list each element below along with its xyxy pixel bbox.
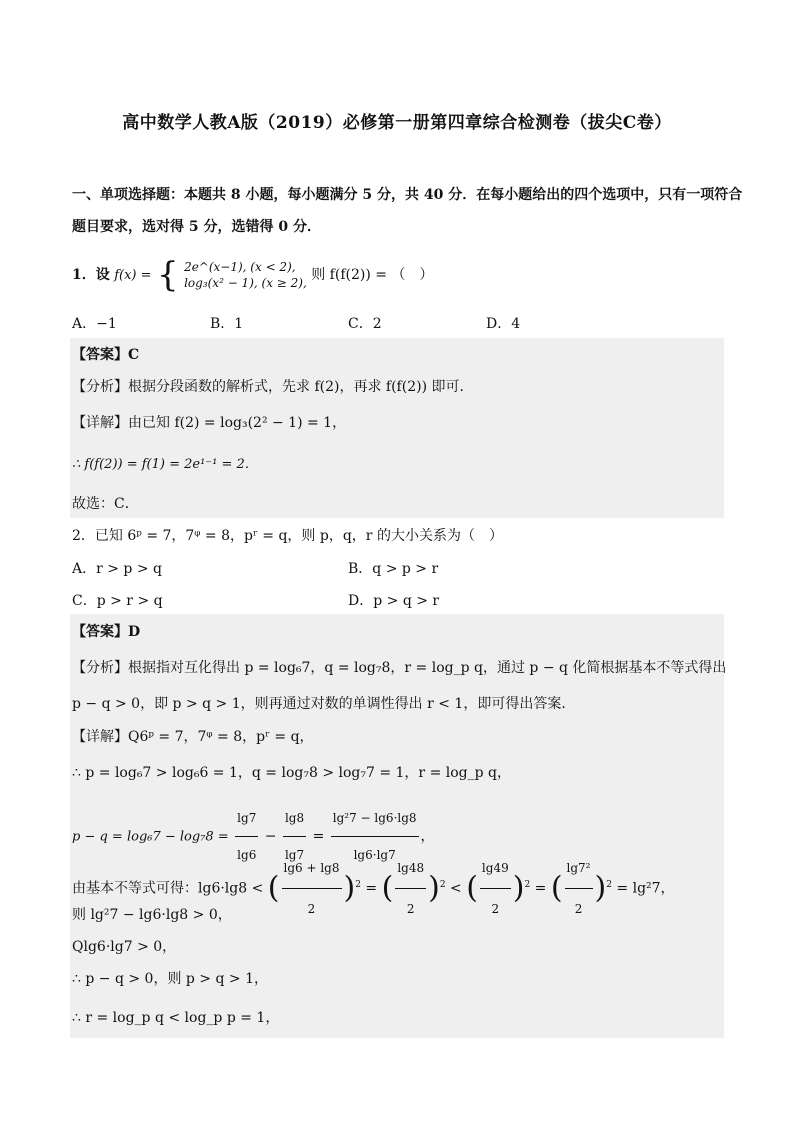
q2-frac6: $\frac{\lg 49}{2}$ bbox=[480, 848, 511, 929]
q1-brace: { bbox=[156, 255, 179, 295]
q1-func: f(x) = bbox=[114, 268, 152, 283]
q1-case1: 2e^(x−1), (x < 2), bbox=[184, 260, 296, 274]
q2-option-c: C．p > r > q bbox=[72, 593, 163, 609]
q2-detail3-lhs: p − q = log₆7 − log₇8 = bbox=[72, 829, 229, 845]
page-title: 高中数学人教A版（2019）必修第一册第四章综合检测卷（拔尖C卷） bbox=[122, 113, 672, 133]
q2-frac5: $\frac{\lg 48}{2}$ bbox=[395, 848, 426, 929]
section-header-line2: 题目要求，选对得 5 分，选错得 0 分． bbox=[72, 219, 321, 235]
q1-step2: ∴ f(f(2)) = f(1) = 2e¹⁻¹ = 2． bbox=[72, 457, 258, 472]
q2-option-a: A．r > p > q bbox=[72, 561, 162, 577]
q2-detail7: ∴ p − q > 0，则 p > q > 1， bbox=[72, 971, 268, 987]
q1-option-c: C．2 bbox=[348, 316, 382, 332]
q2-answer: 【答案】D bbox=[72, 624, 141, 640]
q2-detail1: 【详解】Q6ᵖ = 7，7ᵠ = 8，pʳ = q， bbox=[72, 729, 314, 745]
q1-option-d: D．4 bbox=[486, 316, 521, 332]
q2-detail8: ∴ r = log_p q < log_p p = 1， bbox=[72, 1010, 280, 1026]
q2-detail3: p − q = log₆7 − log₇8 = $\frac{\lg 7}{\lg 6}$ − $\frac{\lg 8}{\lg 7}$ = $\frac{\text{lg²7 − lg6·lg8}}{\lg 6\cdot\lg 7}$ ， bbox=[72, 800, 435, 873]
q2-detail4-end: = lg²7， bbox=[616, 880, 675, 897]
q1-number: 1．设 bbox=[72, 267, 110, 283]
q2-detail2: ∴ p = log₆7 > log₆6 = 1，q = log₇8 > log₇7 = 1，r = log_p q， bbox=[72, 765, 511, 781]
q2-frac3: $\frac{\text{lg²7 − lg6·lg8}}{\lg 6\cdot\lg 7}$ bbox=[331, 800, 419, 873]
q2-analysis-line2: p − q > 0，即 p > q > 1，则再通过对数的单调性得出 r < 1，即可得出答案． bbox=[72, 696, 576, 712]
q2-stem: 2．已知 6ᵖ = 7，7ᵠ = 8，pʳ = q，则 p，q，r 的大小关系为（ ） bbox=[72, 528, 503, 544]
q2-frac7: $\frac{\text{lg7²}}{2}$ bbox=[565, 848, 593, 929]
section-header-line1: 一、单项选择题：本题共 8 小题，每小题满分 5 分，共 40 分．在每小题给出的四个选项中，只有一项符合 bbox=[72, 187, 743, 203]
q2-detail4-prefix: 由基本不等式可得：lg6·lg8 < bbox=[72, 880, 264, 897]
q2-option-d: D．p > q > r bbox=[348, 593, 440, 609]
q1-answer: 【答案】C bbox=[72, 347, 140, 363]
q2-detail4: 由基本不等式可得：lg6·lg8 < ( $\frac{\lg 6 + \lg 8}{2}$ )$^2$ = ( $\frac{\lg 48}{2}$ )$^2$ < ( $\frac{\lg 49}{2}$ )$^2$ = ( $\frac{\text{lg7²}}{2}$ )$^2$ = lg²7， bbox=[72, 848, 675, 929]
q1-option-b: B．1 bbox=[210, 316, 244, 332]
q2-frac1: $\frac{\lg 7}{\lg 6}$ bbox=[235, 800, 258, 873]
q2-analysis-line1: 【分析】根据指对互化得出 p = log₆7，q = log₇8，r = log_p q，通过 p − q 化简根据基本不等式得出 bbox=[72, 660, 727, 676]
q2-detail6: Qlg6·lg7 > 0， bbox=[72, 939, 177, 955]
q1-cases bbox=[184, 259, 307, 291]
q2-frac2: $\frac{\lg 8}{\lg 7}$ bbox=[283, 800, 306, 873]
q1-suffix: 则 f(f(2)) = （ ） bbox=[311, 267, 434, 283]
q2-detail5: 则 lg²7 − lg6·lg8 > 0， bbox=[72, 907, 232, 923]
q1-choice: 故选：C． bbox=[72, 496, 139, 512]
q1-option-a: A．−1 bbox=[72, 316, 117, 332]
q1-detail: 【详解】由已知 f(2) = log₃(2² − 1) = 1， bbox=[72, 415, 347, 431]
q2-frac4: $\frac{\lg 6 + \lg 8}{2}$ bbox=[282, 848, 342, 929]
q1-stem bbox=[72, 255, 434, 295]
q1-case2: log₃(x² − 1), (x ≥ 2), bbox=[184, 276, 307, 290]
q1-analysis: 【分析】根据分段函数的解析式，先求 f(2)，再求 f(f(2)) 即可． bbox=[72, 379, 474, 395]
q2-option-b: B．q > p > r bbox=[348, 561, 439, 577]
